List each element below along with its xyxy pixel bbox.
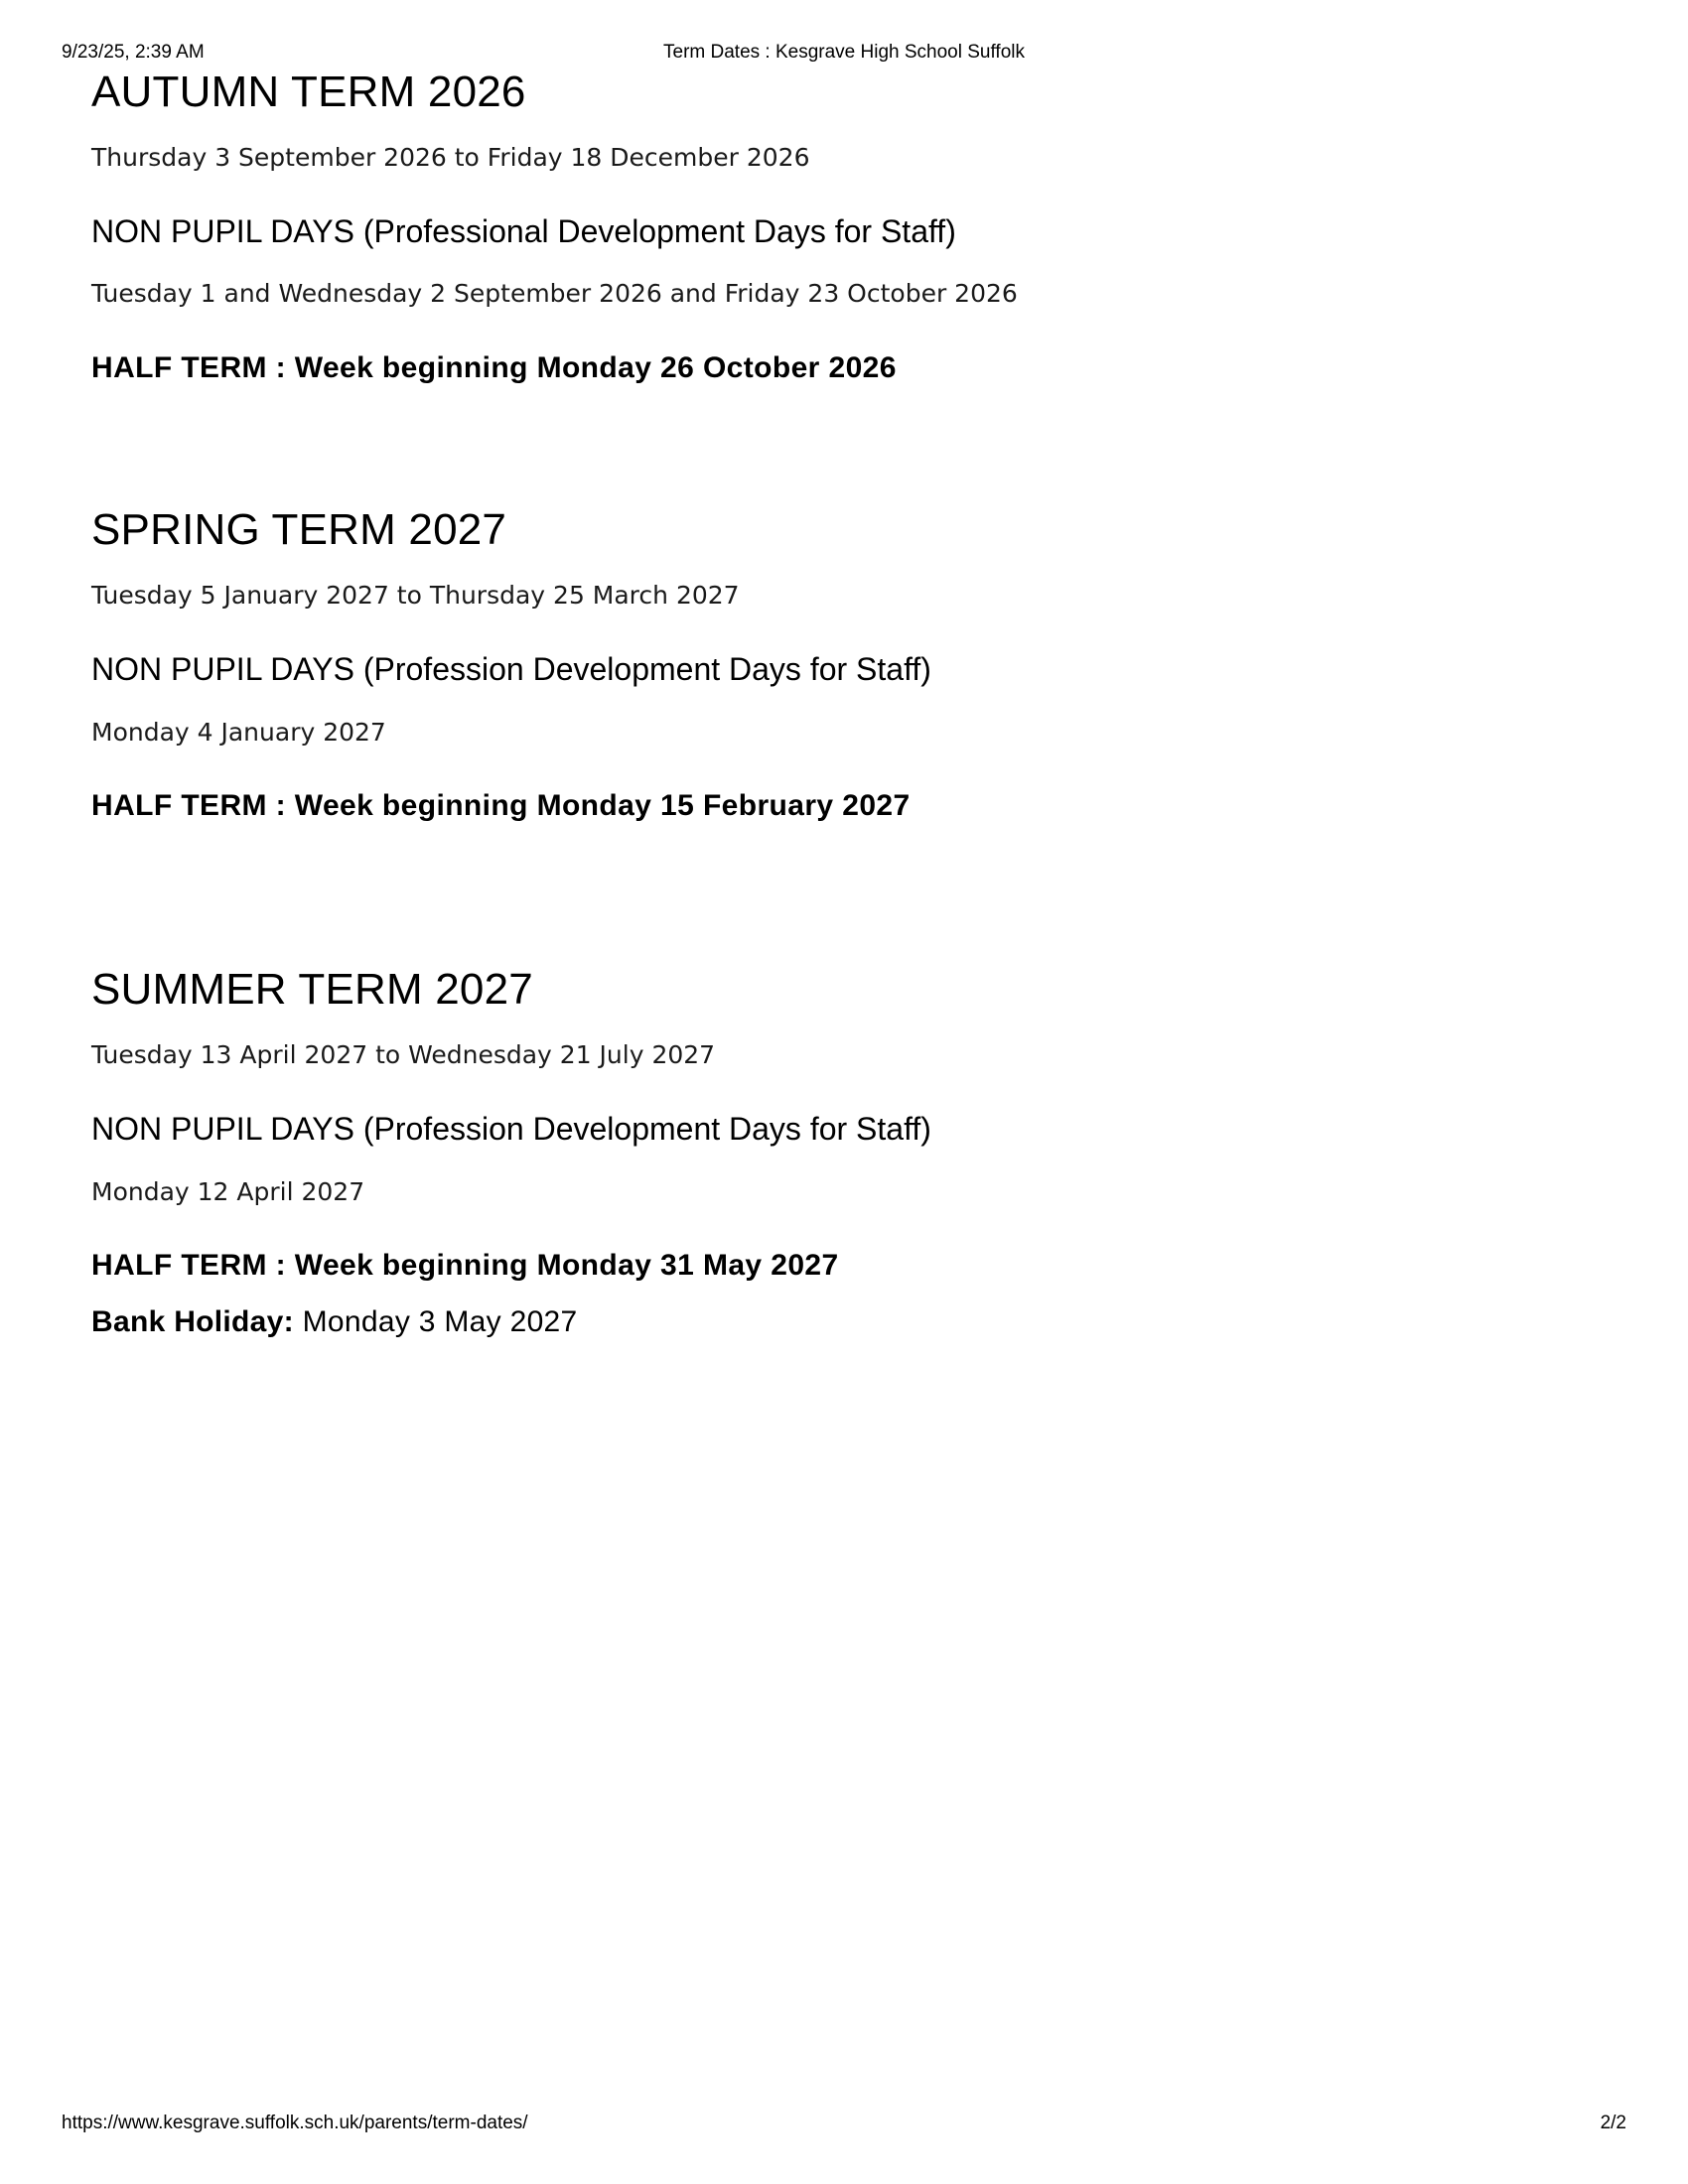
half-term-autumn: HALF TERM : Week beginning Monday 26 October 2026 [91, 350, 897, 384]
term-block-spring [91, 505, 1521, 826]
bank-holiday-value: Monday 3 May 2027 [302, 1304, 578, 1338]
half-term-summer: HALF TERM : Week beginning Monday 31 May 2027 [91, 1249, 839, 1283]
non-pupil-days-heading-spring: NON PUPIL DAYS (Profession Development Days for Staff) [91, 651, 931, 688]
term-dates-content [91, 68, 1521, 1342]
term-title-spring: SPRING TERM 2027 [91, 505, 507, 555]
term-title-summer: SUMMER TERM 2027 [91, 965, 533, 1015]
term-title-autumn: AUTUMN TERM 2026 [91, 68, 526, 116]
bank-holiday-label: Bank Holiday: [91, 1304, 294, 1338]
term-block-autumn [91, 68, 1521, 388]
non-pupil-days-heading-summer: NON PUPIL DAYS (Profession Development Days for Staff) [91, 1111, 931, 1148]
half-term-spring: HALF TERM : Week beginning Monday 15 February 2027 [91, 788, 911, 822]
print-header [0, 42, 1688, 66]
non-pupil-days-heading-autumn: NON PUPIL DAYS (Professional Development Days for Staff) [91, 212, 956, 249]
term-range-summer: Tuesday 13 April 2027 to Wednesday 21 July 2027 [91, 1039, 716, 1069]
term-range-spring: Tuesday 5 January 2027 to Thursday 25 March 2027 [91, 580, 740, 610]
bank-holiday-summer [91, 1302, 1521, 1343]
print-header-timestamp: 9/23/25, 2:39 AM [62, 42, 205, 63]
non-pupil-days-dates-summer: Monday 12 April 2027 [91, 1176, 365, 1206]
term-range-autumn: Thursday 3 September 2026 to Friday 18 December 2026 [91, 142, 810, 172]
non-pupil-days-dates-spring: Monday 4 January 2027 [91, 717, 386, 747]
print-footer-page-number: 2/2 [1600, 2113, 1626, 2133]
non-pupil-days-dates-autumn: Tuesday 1 and Wednesday 2 September 2026 and Friday 23 October 2026 [91, 279, 1018, 309]
print-footer [0, 2113, 1688, 2136]
print-header-title: Term Dates : Kesgrave High School Suffolk [663, 42, 1025, 63]
print-footer-url: https://www.kesgrave.suffolk.sch.uk/parents/term-dates/ [62, 2113, 528, 2133]
term-block-summer [91, 965, 1521, 1342]
